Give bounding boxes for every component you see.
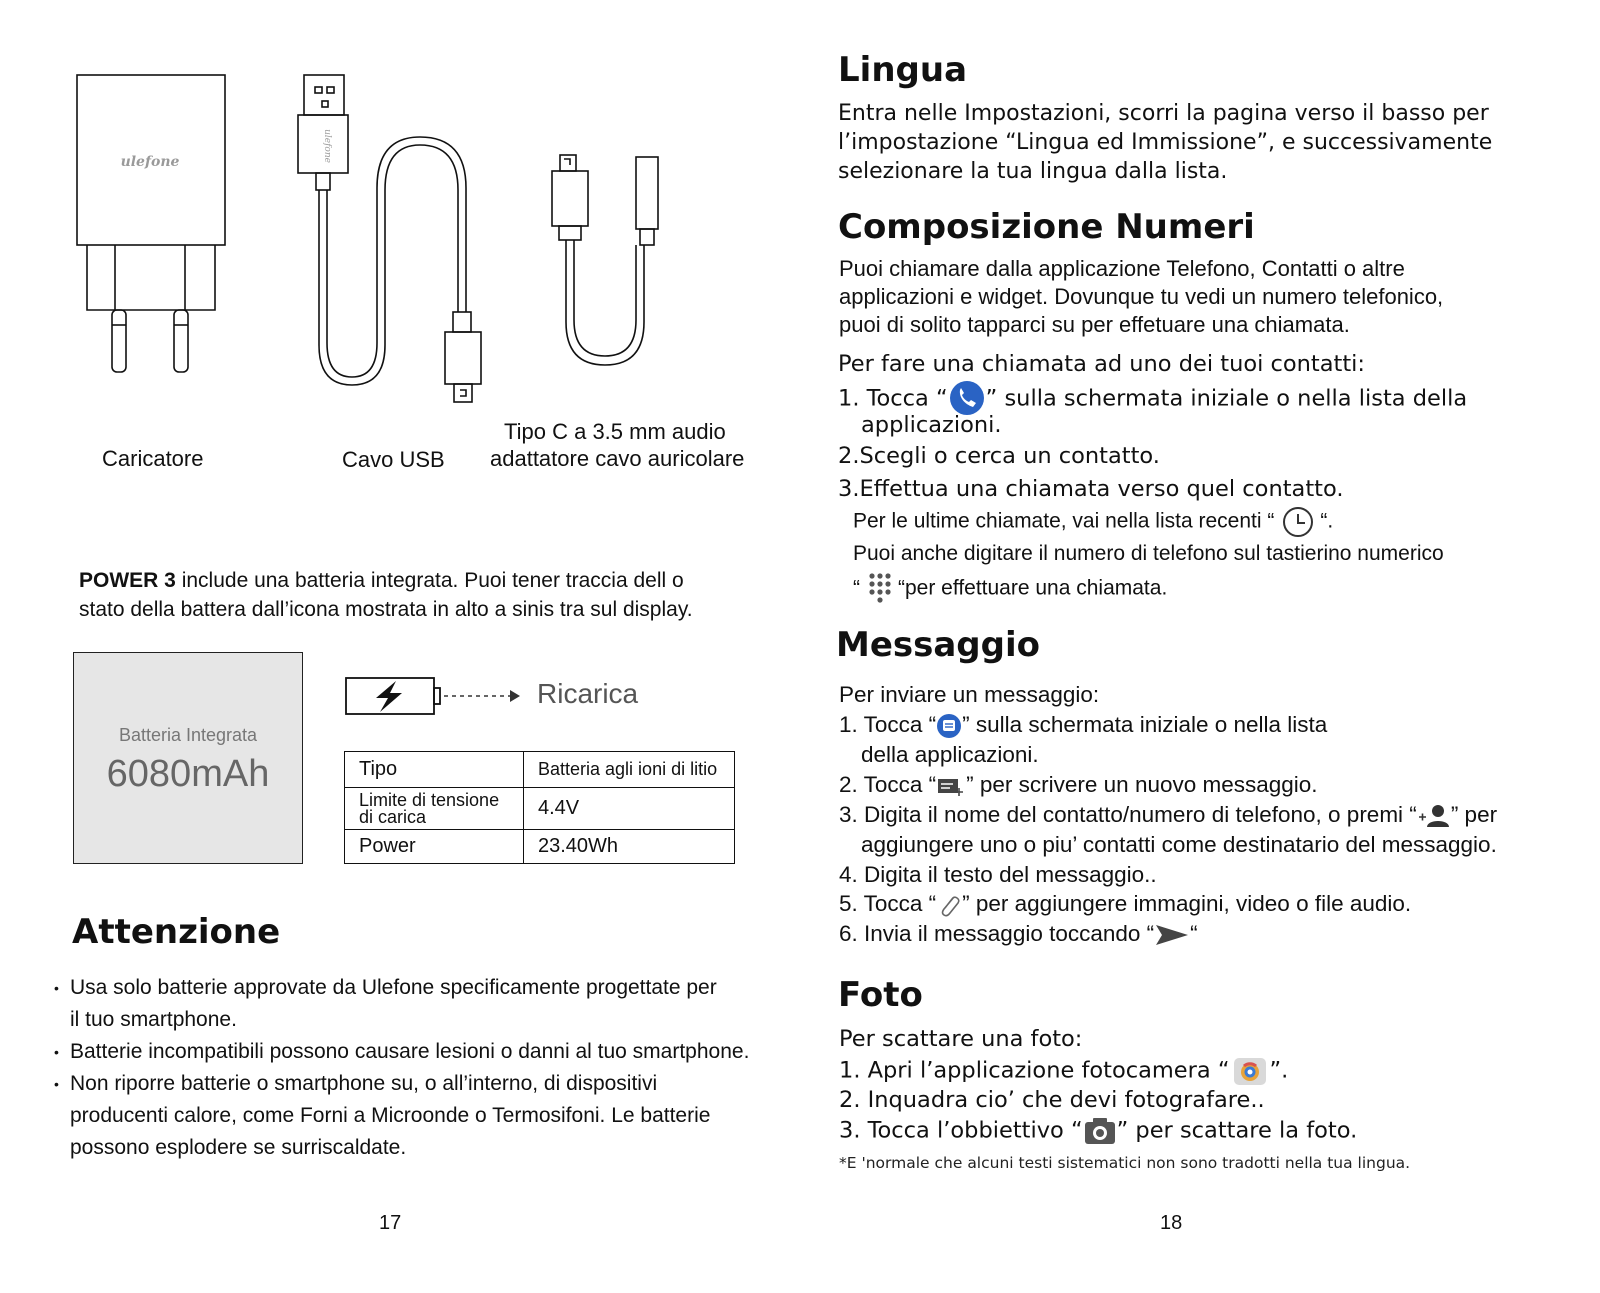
language-line: selezionare la tua lingua dalla lista. xyxy=(838,159,1228,184)
bullet-text: Usa solo batterie approvate da Ulefone specificamente progettate per xyxy=(70,976,717,999)
message-step1 xyxy=(839,710,1327,741)
dialing-step3: 3.Effettua una chiamata verso quel contatto. xyxy=(838,476,1344,502)
step-text: 1. Tocca “ xyxy=(839,712,937,737)
caption-adapter-line1: Tipo C a 3.5 mm audio xyxy=(504,419,726,444)
step-text: 3. Tocca l’obbiettivo “ xyxy=(839,1117,1083,1144)
bullet-text: il tuo smartphone. xyxy=(70,1008,237,1031)
dialpad-line: Puoi anche digitare il numero di telefono sul tastierino numerico xyxy=(853,542,1444,565)
message-step5 xyxy=(839,889,1411,919)
message-intro: Per inviare un messaggio: xyxy=(839,682,1100,707)
step-text: 3. Digita il nome del contatto/numero di telefono, o premi “ xyxy=(839,802,1417,827)
bullet-text: possono esplodere se surriscaldate. xyxy=(70,1136,407,1159)
spec-value: 4.4V xyxy=(524,788,735,830)
send-icon xyxy=(1154,921,1190,949)
clock-icon xyxy=(1280,505,1320,539)
dialing-intro: Per fare una chiamata ad uno dei tuoi contatti: xyxy=(838,351,1365,377)
list-item: • Batterie incompatibili possono causare lesioni o danni al tuo smartphone. xyxy=(54,1040,750,1063)
step-text: ” sulla schermata iniziale o nella lista della xyxy=(985,385,1468,412)
step-text: 1. Tocca “ xyxy=(838,385,948,412)
step-text: 1. Apri l’applicazione fotocamera “ xyxy=(839,1057,1230,1084)
step-text: ” sulla schermata iniziale o nella lista xyxy=(962,712,1328,737)
photo-step2: 2. Inquadra cio’ che devi fotografare.. xyxy=(839,1087,1265,1113)
list-item: • Non riporre batterie o smartphone su, o all’interno, di dispositivi producenti calore, come Forni a Microonde o Termosifoni. Le batterie possono esplodere se surriscaldate. xyxy=(54,1068,749,1164)
photo-step3 xyxy=(839,1116,1357,1146)
messages-app-icon xyxy=(936,711,962,741)
spec-key-line2: di carica xyxy=(359,806,427,827)
battery-box-label: Batteria Integrata xyxy=(118,725,258,745)
charger-logo: ulefone xyxy=(120,154,180,170)
language-line: l’impostazione “Lingua ed Immissione”, e successivamente xyxy=(838,130,1493,155)
caption-adapter-line2: adattatore cavo auricolare xyxy=(490,446,745,471)
spec-key: Tipo xyxy=(345,752,524,788)
caption-usb-cable: Cavo USB xyxy=(342,447,445,472)
translation-note: *E 'normale che alcuni testi sistematici non sono tradotti nella tua lingua. xyxy=(839,1154,1411,1172)
message-step1-cont: della applicazioni. xyxy=(861,742,1039,767)
dialing-line: Puoi chiamare dalla applicazione Telefono, Contatti o altre xyxy=(839,256,1405,281)
spec-value: 23.40Wh xyxy=(524,830,735,864)
step-text: “. xyxy=(1320,509,1334,533)
dialing-title: Composizione Numeri xyxy=(838,207,1255,247)
step-text: 2. Tocca “ xyxy=(839,772,937,797)
accessories-illustration xyxy=(60,60,780,420)
spec-key xyxy=(345,788,524,830)
warning-title: Attenzione xyxy=(72,912,281,952)
step-text: 5. Tocca “ xyxy=(839,891,937,916)
message-step6 xyxy=(839,919,1198,949)
battery-box xyxy=(73,652,303,864)
step-text: “ xyxy=(853,576,860,600)
photo-intro: Per scattare una foto: xyxy=(839,1026,1083,1052)
message-title: Messaggio xyxy=(836,625,1040,665)
dialing-line: applicazioni e widget. Dovunque tu vedi un numero telefonico, xyxy=(839,284,1444,309)
bullet-text: producenti calore, come Forni a Microonde o Termosifoni. Le batterie xyxy=(70,1104,711,1127)
camera-app-icon xyxy=(1230,1055,1270,1087)
usb-cable-illustration xyxy=(298,75,481,402)
spec-value: Batteria agli ioni di litio xyxy=(524,752,735,788)
page-number-right: 18 xyxy=(1160,1212,1183,1234)
spec-key-line1: Limite di tensione xyxy=(359,789,500,810)
message-step2 xyxy=(839,770,1318,801)
message-step3 xyxy=(839,800,1497,830)
table-row xyxy=(345,830,735,864)
bullet-text: Non riporre batterie o smartphone su, o all’interno, di dispositivi xyxy=(70,1072,658,1095)
charging-battery-icon xyxy=(344,674,534,718)
audio-adapter-illustration xyxy=(552,155,658,365)
add-contact-icon xyxy=(1417,802,1451,830)
step-text: Per le ultime chiamate, vai nella lista recenti “ xyxy=(853,509,1275,533)
camera-shutter-icon xyxy=(1083,1116,1117,1146)
dialing-text xyxy=(839,255,1443,339)
warning-list xyxy=(54,972,749,1164)
step-text: ” per aggiungere immagini, video o file audio. xyxy=(962,891,1412,916)
battery-spec-table xyxy=(344,751,735,864)
step-text: “per effettuare una chiamata. xyxy=(898,576,1168,600)
dialpad-icon xyxy=(860,571,898,607)
page-number-left: 17 xyxy=(379,1212,402,1234)
step-text: “ xyxy=(1190,921,1198,946)
table-row xyxy=(345,752,735,788)
dialing-step2: 2.Scegli o cerca un contatto. xyxy=(838,443,1160,469)
message-step4: 4. Digita il testo del messaggio.. xyxy=(839,862,1157,887)
battery-capacity: 6080mAh xyxy=(106,753,270,795)
bullet-text: Batterie incompatibili possono causare lesioni o danni al tuo smartphone. xyxy=(70,1040,750,1063)
battery-intro-line2: stato della battera dall’icona mostrata in alto a sinis tra sul display. xyxy=(79,598,693,621)
product-name: POWER 3 xyxy=(79,569,176,592)
photo-step1 xyxy=(839,1055,1288,1087)
dialing-line: puoi di solito tapparci su per effetuare una chiamata. xyxy=(839,312,1350,337)
spec-key: Power xyxy=(345,830,524,864)
list-item: • Usa solo batterie approvate da Ulefone specificamente progettate per il tuo smartphone. xyxy=(54,972,749,1036)
step-text: ” per scrivere un nuovo messaggio. xyxy=(966,772,1318,797)
language-title: Lingua xyxy=(838,50,968,90)
paperclip-icon xyxy=(936,891,962,919)
new-message-icon xyxy=(936,771,966,801)
caption-charger: Caricatore xyxy=(102,446,204,471)
dialpad-line2 xyxy=(853,571,1167,607)
battery-intro-line1: include una batteria integrata. Puoi tener traccia dell o xyxy=(175,569,684,592)
language-line: Entra nelle Impostazioni, scorri la pagina verso il basso per xyxy=(838,101,1489,126)
step-text: 6. Invia il messaggio toccando “ xyxy=(839,921,1155,946)
recent-calls-line xyxy=(853,505,1333,539)
step-text: ” per xyxy=(1450,802,1498,827)
charging-label: Ricarica xyxy=(537,678,639,709)
battery-intro xyxy=(79,566,693,624)
charger-illustration xyxy=(77,75,225,372)
photo-title: Foto xyxy=(838,975,923,1015)
language-text xyxy=(838,99,1492,186)
dialing-step1-cont: applicazioni. xyxy=(861,412,1002,438)
step-text: ” per scattare la foto. xyxy=(1116,1117,1358,1144)
cable-logo: ulefone xyxy=(322,129,332,163)
message-step3-cont: aggiungere uno o piu’ contatti come destinatario del messaggio. xyxy=(861,832,1497,857)
table-row xyxy=(345,788,735,830)
step-text: ”. xyxy=(1269,1057,1289,1084)
